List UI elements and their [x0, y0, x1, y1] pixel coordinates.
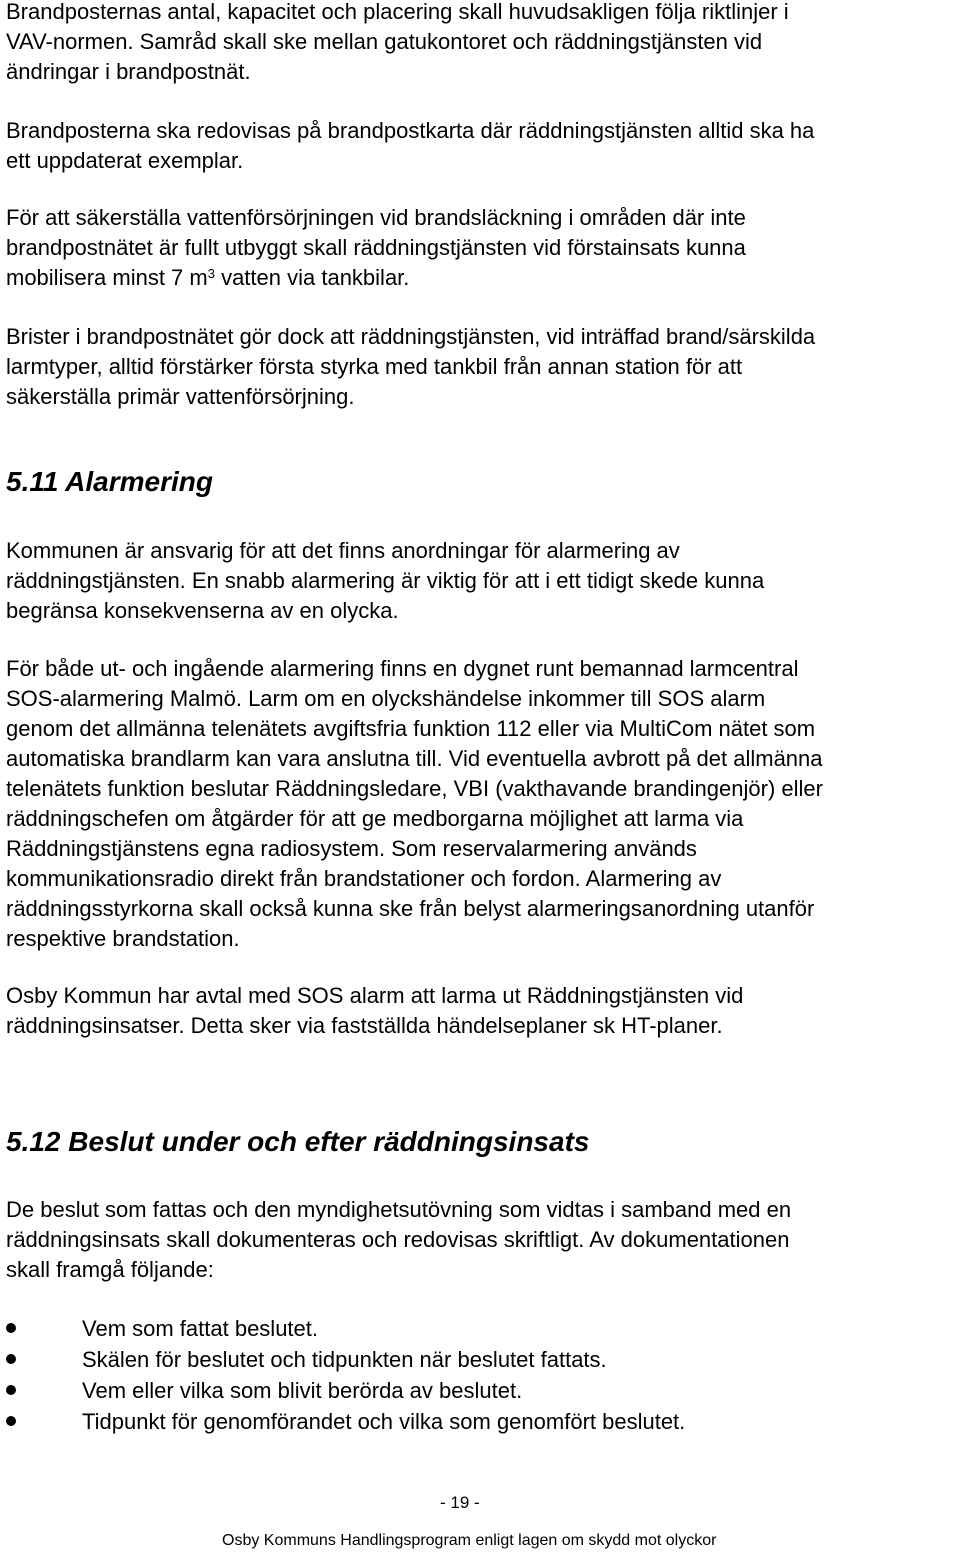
paragraph-brister [6, 322, 956, 412]
text-line: begränsa konsekvenserna av en olycka. [6, 598, 399, 623]
text-line: kommunikationsradio direkt från brandstationer och fordon. Alarmering av [6, 866, 722, 891]
list-item [6, 1406, 685, 1437]
bullet-icon [6, 1416, 16, 1426]
text-line: skall framgå följande: [6, 1257, 214, 1282]
text-line: automatiska brandlarm kan vara anslutna till. Vid eventuella avbrott på det allmänna [6, 746, 823, 771]
text-line: VAV-normen. Samråd skall ske mellan gatukontoret och räddningstjänsten vid [6, 29, 763, 54]
text-line: Osby Kommun har avtal med SOS alarm att larma ut Räddningstjänsten vid [6, 983, 744, 1008]
text-segment: vatten via tankbilar. [214, 265, 410, 290]
text-line: Brister i brandpostnätet gör dock att räddningstjänsten, vid inträffad brand/särskilda [6, 324, 816, 349]
bullet-icon [6, 1354, 16, 1364]
section-heading-beslut: 5.12 Beslut under och efter räddningsinsats [6, 1126, 590, 1157]
list-item-text: Vem som fattat beslutet. [82, 1316, 319, 1341]
text-line: räddningsstyrkorna skall också kunna ske från belyst alarmeringsanordning utanför [6, 896, 815, 921]
list-item [6, 1313, 685, 1344]
list-item-text: Tidpunkt för genomförandet och vilka som genomfört beslutet. [82, 1409, 686, 1434]
text-line [6, 263, 956, 293]
bullet-icon [6, 1323, 16, 1333]
section-heading-alarmering: 5.11 Alarmering [6, 466, 213, 497]
page-footer: Osby Kommuns Handlingsprogram enligt lagen om skydd mot olyckor [222, 1532, 717, 1549]
text-line: räddningstjänsten. En snabb alarmering är viktig för att i ett tidigt skede kunna [6, 568, 765, 593]
text-line: säkerställa primär vattenförsörjning. [6, 384, 355, 409]
text-line: räddningsinsatser. Detta sker via fastställda händelseplaner sk HT-planer. [6, 1013, 723, 1038]
text-line: Brandposterna ska redovisas på brandpostkarta där räddningstjänsten alltid ska ha [6, 118, 815, 143]
paragraph-sos-avtal [6, 981, 956, 1041]
paragraph-vattenforsorjning [6, 203, 956, 293]
text-line: SOS-alarmering Malmö. Larm om en olyckshändelse inkommer till SOS alarm [6, 686, 766, 711]
paragraph-kommunen-ansvarig [6, 536, 956, 626]
text-line: ett uppdaterat exemplar. [6, 148, 244, 173]
list-item-text: Skälen för beslutet och tidpunkten när beslutet fattats. [82, 1347, 607, 1372]
paragraph-beslut-dokumentation [6, 1195, 956, 1285]
paragraph-brandpostkarta [6, 116, 956, 176]
text-line: telenätets funktion beslutar Räddningsledare, VBI (vakthavande brandingenjör) eller [6, 776, 823, 801]
text-line: Brandposternas antal, kapacitet och placering skall huvudsakligen följa riktlinjer i [6, 0, 789, 24]
text-line: Kommunen är ansvarig för att det finns anordningar för alarmering av [6, 538, 680, 563]
bullet-list [6, 1313, 685, 1437]
text-line: De beslut som fattas och den myndighetsutövning som vidtas i samband med en [6, 1197, 792, 1222]
text-line: genom det allmänna telenätets avgiftsfria funktion 112 eller via MultiCom nätet som [6, 716, 816, 741]
text-line: larmtyper, alltid förstärker första styrka med tankbil från annan station för att [6, 354, 743, 379]
list-item [6, 1375, 685, 1406]
text-line: För både ut- och ingående alarmering finns en dygnet runt bemannad larmcentral [6, 656, 799, 681]
paragraph-brandposter-antal [6, 0, 956, 87]
text-line: ändringar i brandpostnät. [6, 59, 251, 84]
text-line: Räddningstjänstens egna radiosystem. Som reservalarmering används [6, 836, 697, 861]
superscript: 3 [207, 266, 215, 281]
list-item [6, 1344, 685, 1375]
list-item-text: Vem eller vilka som blivit berörda av beslutet. [82, 1378, 523, 1403]
text-line: respektive brandstation. [6, 926, 240, 951]
text-line: räddningschefen om åtgärder för att ge medborgarna möjlighet att larma via [6, 806, 744, 831]
paragraph-larmcentral [6, 654, 956, 954]
text-segment: mobilisera minst 7 m [6, 265, 208, 290]
text-line: För att säkerställa vattenförsörjningen vid brandsläckning i områden där inte [6, 205, 746, 230]
text-line: räddningsinsats skall dokumenteras och redovisas skriftligt. Av dokumentationen [6, 1227, 790, 1252]
page-number: - 19 - [440, 1493, 480, 1512]
bullet-icon [6, 1385, 16, 1395]
text-line: brandpostnätet är fullt utbyggt skall räddningstjänsten vid förstainsats kunna [6, 235, 746, 260]
